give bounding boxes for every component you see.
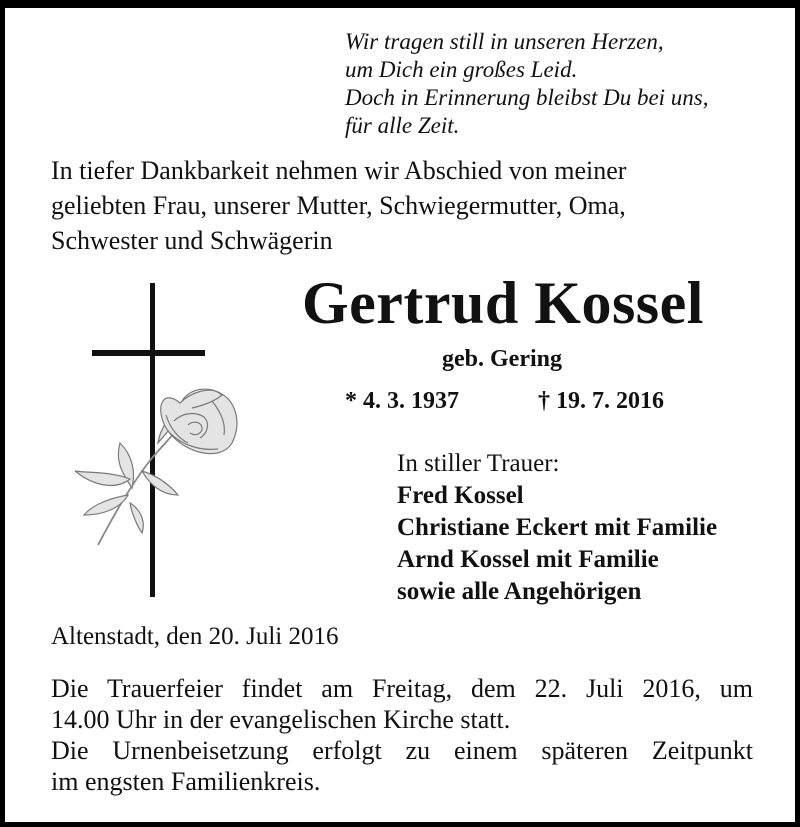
service-line: 14.00 Uhr in der evangelischen Kirche statt. (51, 705, 511, 734)
memorial-poem (345, 28, 709, 140)
birth-name: geb. Gering (442, 346, 562, 372)
service-line: Die Urnenbeisetzung erfolgt zu einem späteren Zeitpunkt (51, 736, 753, 765)
service-line: im engsten Familienkreis. (51, 767, 321, 796)
rose-icon (75, 389, 237, 545)
deceased-name: Gertrud Kossel (302, 270, 704, 336)
cross-with-rose (70, 283, 250, 603)
birth-date: * 4. 3. 1937 (345, 388, 459, 414)
funeral-service-info (51, 673, 753, 797)
mourners-heading: In stiller Trauer: (397, 450, 560, 477)
service-line: Die Trauerfeier findet am Freitag, dem 22. Juli 2016, um (51, 674, 753, 703)
mourner-name: Arnd Kossel mit Familie (397, 546, 659, 573)
poem-line: Doch in Erinnerung bleibst Du bei uns, (345, 85, 709, 110)
farewell-line: Schwester und Schwägerin (51, 226, 333, 255)
mourner-name: Fred Kossel (397, 482, 524, 509)
death-date: † 19. 7. 2016 (538, 388, 664, 414)
farewell-text (51, 153, 751, 258)
mourner-name: sowie alle Angehörigen (397, 578, 642, 605)
farewell-line: In tiefer Dankbarkeit nehmen wir Abschied von meiner (51, 156, 627, 185)
poem-line: um Dich ein großes Leid. (345, 57, 578, 82)
place-and-date: Altenstadt, den 20. Juli 2016 (51, 623, 339, 650)
obituary-notice (5, 8, 795, 822)
mourners-list (397, 448, 717, 608)
poem-line: Wir tragen still in unseren Herzen, (345, 29, 664, 54)
mourner-name: Christiane Eckert mit Familie (397, 514, 718, 541)
life-dates (345, 388, 664, 415)
poem-line: für alle Zeit. (345, 113, 460, 138)
farewell-line: geliebten Frau, unserer Mutter, Schwiegermutter, Oma, (51, 191, 626, 220)
